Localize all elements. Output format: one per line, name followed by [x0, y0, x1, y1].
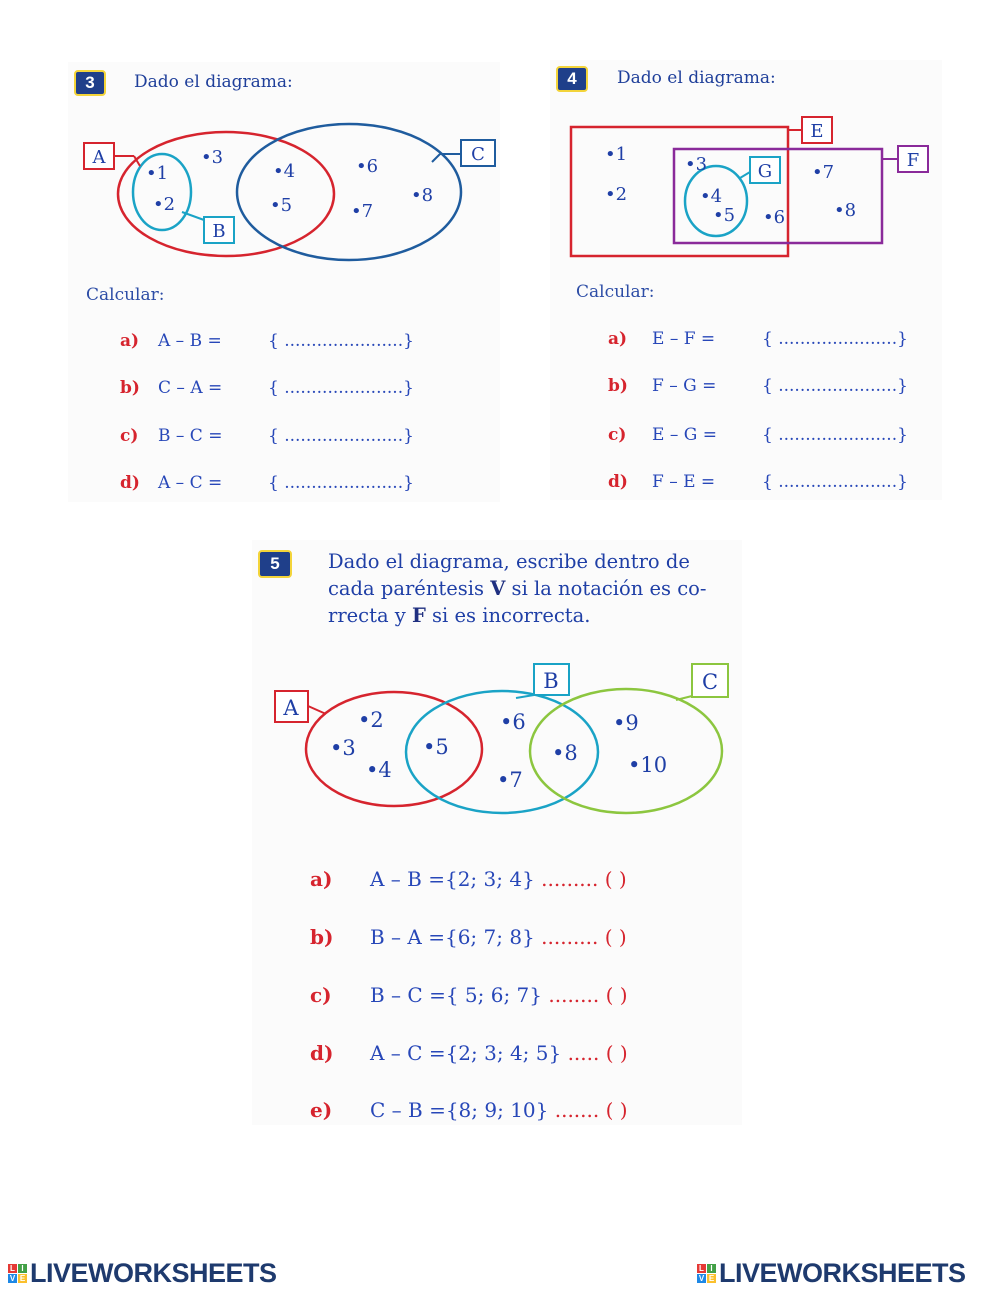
point-3: •3 — [685, 154, 708, 175]
point-3: •3 — [201, 147, 224, 168]
set-b-label: B — [543, 669, 559, 693]
answer-blank[interactable]: { ......................} — [762, 376, 908, 396]
question-dots: ......... — [534, 925, 605, 949]
set-f-label: F — [906, 150, 920, 171]
set-b-label: B — [212, 221, 226, 242]
exercise-5-question-c — [310, 983, 628, 1007]
point-3: •3 — [330, 736, 356, 760]
point-6: •6 — [763, 207, 786, 228]
question-dots: ..... — [561, 1041, 606, 1065]
set-c-label: C — [471, 144, 485, 165]
point-9: •9 — [613, 711, 639, 735]
point-2: •2 — [605, 184, 628, 205]
question-letter: d) — [120, 473, 140, 493]
question-expression: A – C ={2; 3; 4; 5} — [370, 1041, 562, 1065]
question-expression: A – B ={2; 3; 4} — [370, 867, 535, 891]
point-2: •2 — [153, 194, 176, 215]
point-7: •7 — [812, 162, 835, 183]
exercise-5-question-e — [310, 1098, 628, 1122]
set-g-label: G — [757, 161, 773, 182]
answer-blank[interactable]: { ......................} — [762, 472, 908, 492]
set-c-label: C — [701, 670, 719, 694]
question-expression: E – G = — [652, 425, 717, 445]
answer-blank[interactable]: { ......................} — [268, 331, 414, 351]
answer-parentheses[interactable]: ( ) — [604, 867, 627, 891]
exercise-4-calc-label: Calcular: — [576, 282, 655, 302]
point-8: •8 — [552, 741, 578, 765]
logo-tiles-icon: L I V E — [9, 1264, 26, 1283]
exercise-5-question-b — [310, 925, 627, 949]
question-letter: a) — [608, 329, 628, 349]
liveworksheets-logo-left[interactable] — [8, 1258, 277, 1289]
answer-blank[interactable]: { ......................} — [268, 426, 414, 446]
answer-parentheses[interactable]: ( ) — [605, 983, 628, 1007]
logo-wordmark: LIVEWORKSHEETS — [30, 1258, 277, 1288]
question-letter: b) — [310, 925, 334, 949]
point-1: •1 — [605, 144, 628, 165]
exercise-3-calc-label: Calcular: — [86, 285, 165, 305]
point-6: •6 — [500, 710, 526, 734]
liveworksheets-logo-right[interactable] — [697, 1258, 966, 1289]
logo-tiles-icon: L I V E — [698, 1264, 715, 1283]
answer-blank[interactable]: { ......................} — [268, 473, 414, 493]
exercise-5-number: 5 — [258, 550, 292, 578]
point-5: •5 — [423, 735, 449, 759]
answer-blank[interactable]: { ......................} — [268, 378, 414, 398]
question-letter: b) — [120, 378, 140, 398]
question-letter: c) — [120, 426, 139, 446]
question-letter: c) — [310, 983, 332, 1007]
point-8: •8 — [411, 185, 434, 206]
point-10: •10 — [628, 753, 668, 777]
answer-blank[interactable]: { ......................} — [762, 425, 908, 445]
point-4: •4 — [273, 161, 296, 182]
question-expression: C – A = — [158, 378, 223, 398]
question-expression: A – B = — [158, 331, 222, 351]
point-7: •7 — [497, 768, 523, 792]
exercise-5-question-d — [310, 1041, 628, 1065]
point-6: •6 — [356, 156, 379, 177]
question-dots: ........ — [542, 983, 606, 1007]
set-a-label: A — [92, 147, 106, 168]
question-expression: B – C = — [158, 426, 223, 446]
question-letter: c) — [608, 425, 627, 445]
question-dots: ......... — [534, 867, 605, 891]
question-expression: E – F = — [652, 329, 716, 349]
point-5: •5 — [713, 205, 736, 226]
question-expression: C – B ={8; 9; 10} — [370, 1098, 549, 1122]
exercise-4-heading: Dado el diagrama: — [617, 68, 776, 88]
question-expression: A – C = — [158, 473, 223, 493]
exercise-4-number: 4 — [556, 66, 588, 92]
answer-blank[interactable]: { ......................} — [762, 329, 908, 349]
point-4: •4 — [700, 186, 723, 207]
exercise-3-number: 3 — [74, 70, 106, 96]
question-dots: ....... — [548, 1098, 606, 1122]
question-letter: d) — [608, 472, 628, 492]
point-4: •4 — [366, 758, 392, 782]
question-letter: a) — [120, 331, 140, 351]
point-2: •2 — [358, 708, 384, 732]
question-expression: F – G = — [652, 376, 717, 396]
point-7: •7 — [351, 201, 374, 222]
exercise-5-instructions: Dado el diagrama, escribe dentro de cada paréntesis V si la notación es correcta y F si es incorrecta. — [328, 550, 707, 627]
exercise-3-heading: Dado el diagrama: — [134, 72, 293, 92]
question-letter: e) — [310, 1098, 333, 1122]
answer-parentheses[interactable]: ( ) — [605, 1098, 628, 1122]
question-letter: b) — [608, 376, 628, 396]
answer-parentheses[interactable]: ( ) — [604, 925, 627, 949]
exercise-5-question-a — [310, 867, 627, 891]
question-expression: F – E = — [652, 472, 716, 492]
question-letter: d) — [310, 1041, 334, 1065]
point-5: •5 — [270, 195, 293, 216]
point-1: •1 — [146, 163, 169, 184]
logo-wordmark: LIVEWORKSHEETS — [719, 1258, 966, 1288]
answer-parentheses[interactable]: ( ) — [605, 1041, 628, 1065]
set-e-label: E — [810, 121, 824, 142]
question-letter: a) — [310, 867, 333, 891]
question-expression: B – A ={6; 7; 8} — [370, 925, 535, 949]
question-expression: B – C ={ 5; 6; 7} — [370, 983, 543, 1007]
set-a-label: A — [283, 696, 299, 720]
point-8: •8 — [834, 200, 857, 221]
